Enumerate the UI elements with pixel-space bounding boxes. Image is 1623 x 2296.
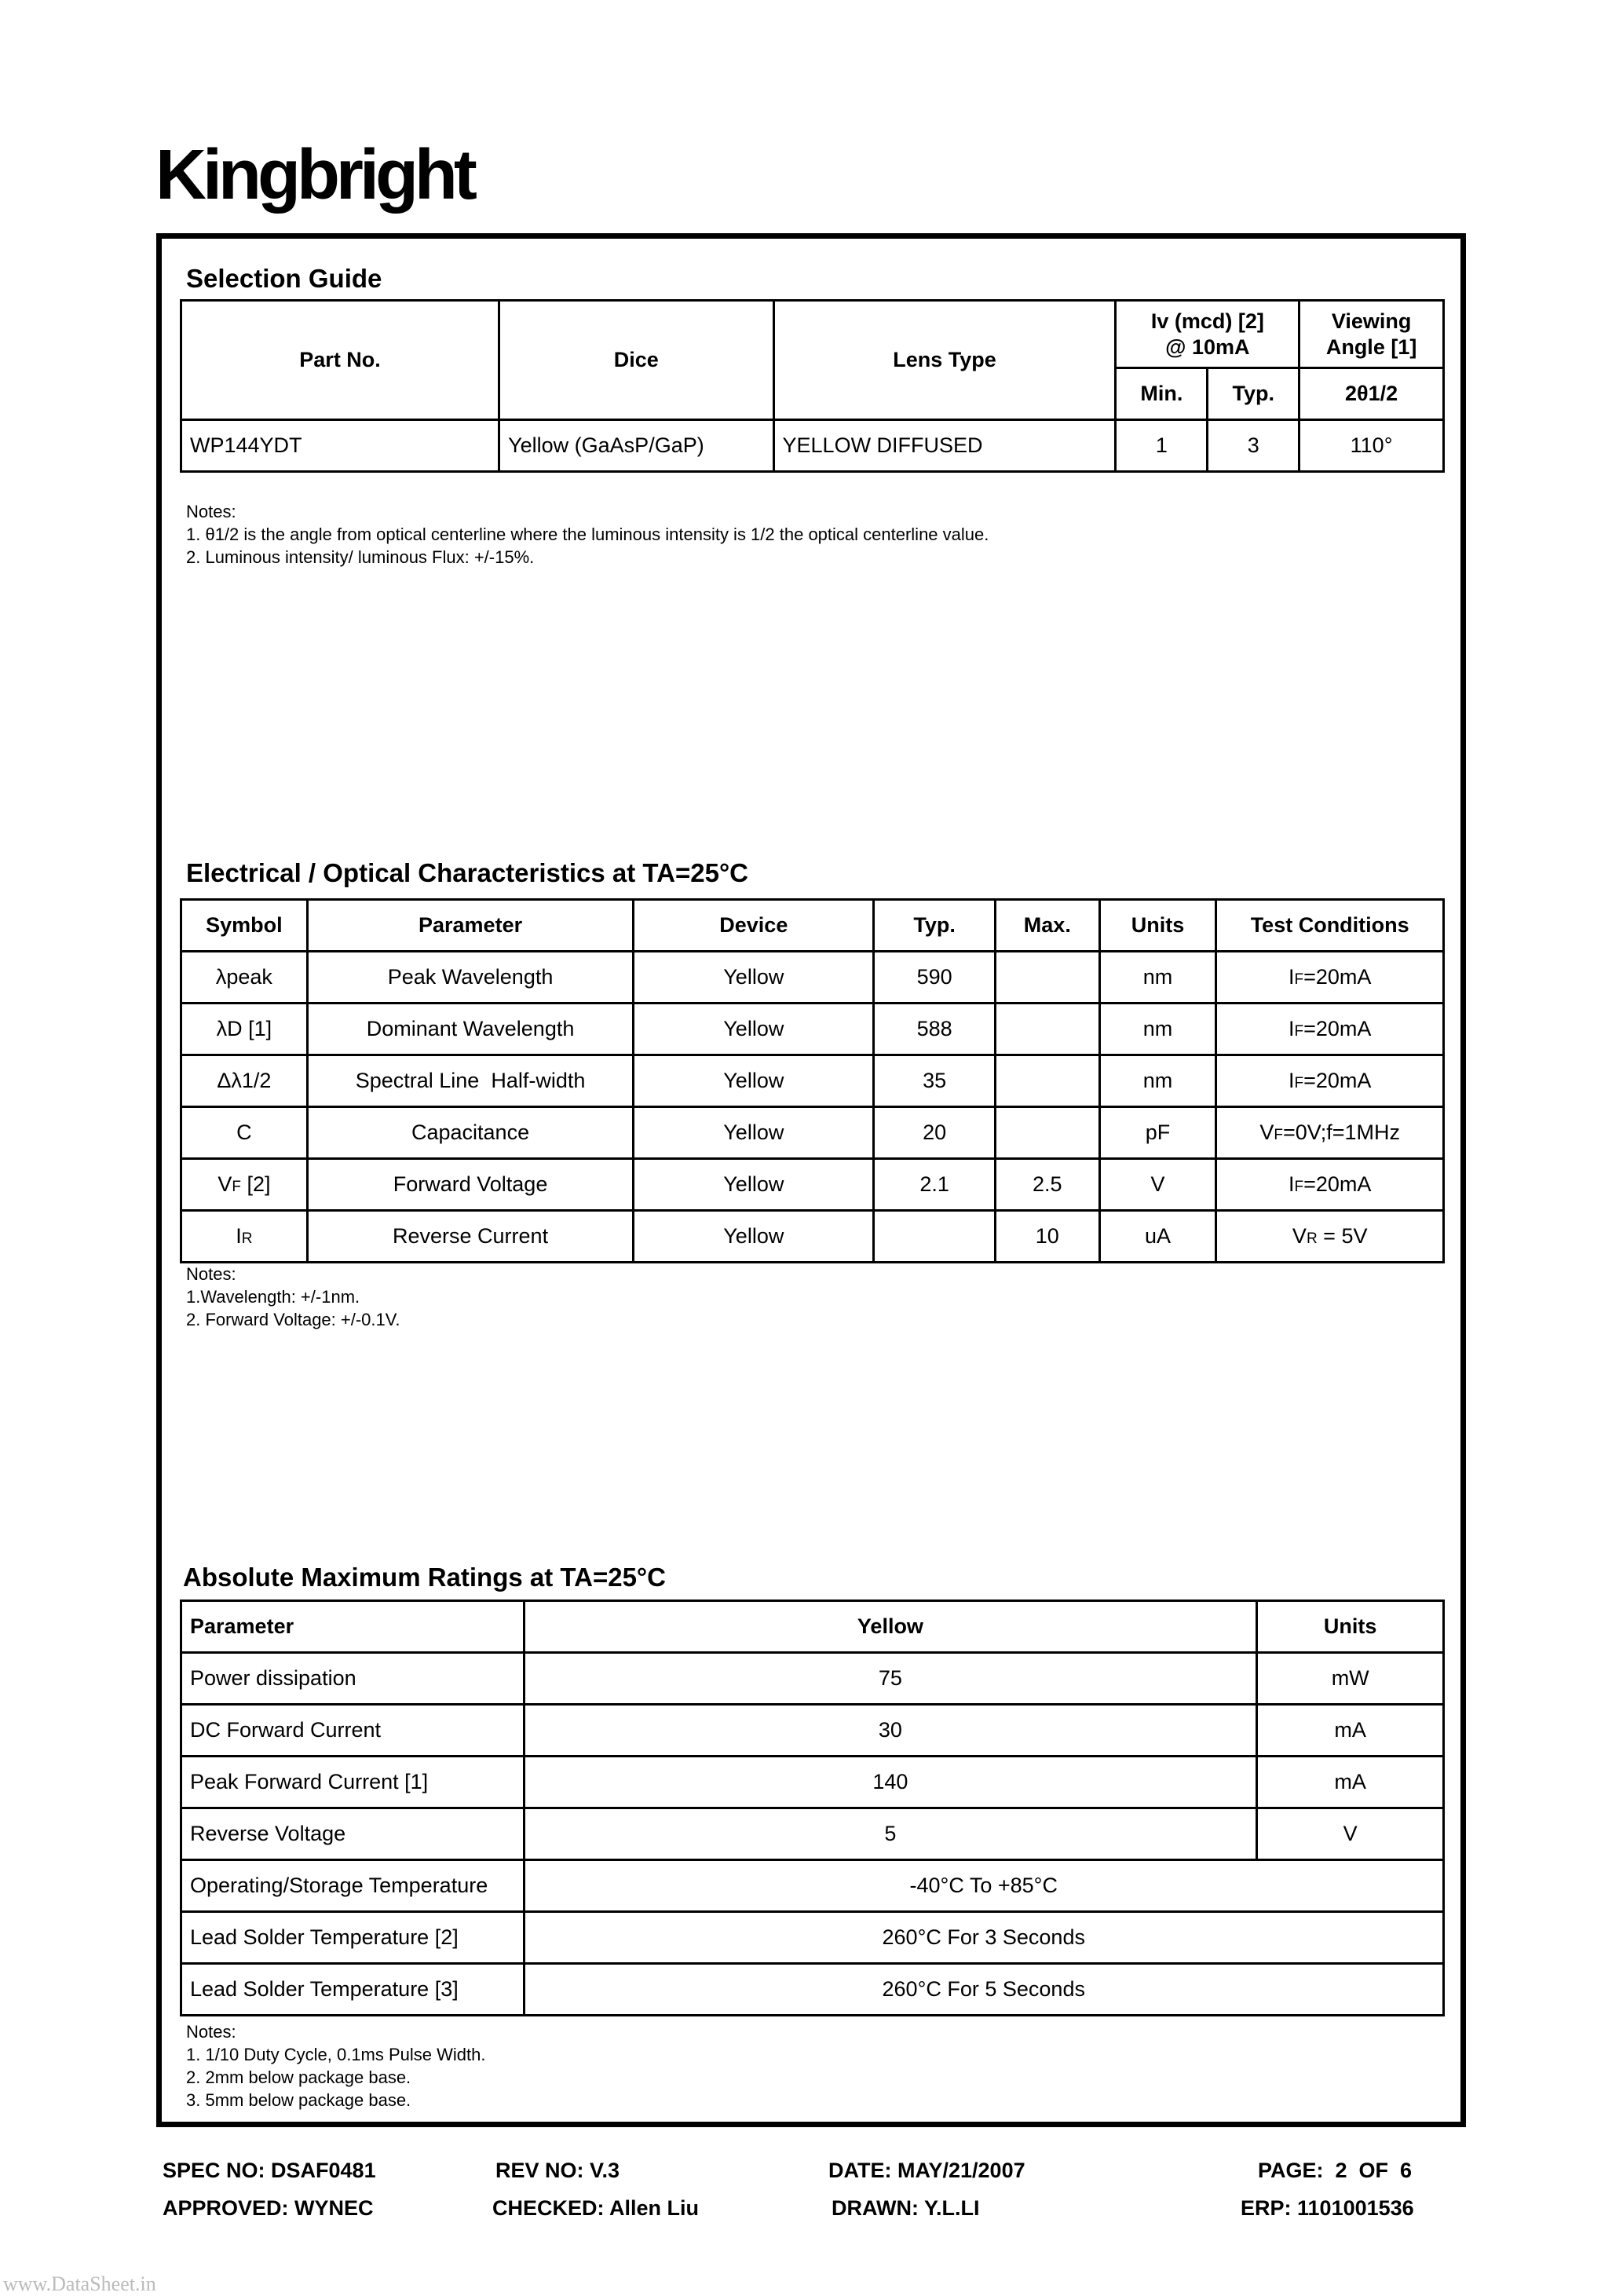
- cell-units: mA: [1257, 1705, 1444, 1757]
- cell-units: mW: [1257, 1653, 1444, 1705]
- cell-typ: 20: [874, 1107, 996, 1159]
- header-typ: Typ.: [874, 900, 996, 952]
- header-parameter: Parameter: [181, 1601, 525, 1653]
- cell-dice: Yellow (GaAsP/GaP): [499, 420, 773, 472]
- footer-page: PAGE: 2 OF 6: [1258, 2159, 1413, 2182]
- table-row: [181, 1055, 1444, 1107]
- cell-test-condition: VR = 5V: [1216, 1211, 1444, 1263]
- cell-value: 75: [524, 1653, 1257, 1705]
- cell-device: Yellow: [634, 1159, 874, 1211]
- cell-value: -40°C To +85°C: [524, 1860, 1444, 1912]
- electrical-table: [180, 898, 1445, 1263]
- selection-notes: [186, 500, 989, 569]
- footer-approved: APPROVED: WYNEC: [163, 2196, 374, 2220]
- cell-device: Yellow: [634, 1004, 874, 1055]
- footer-erp: ERP: 1101001536: [1241, 2196, 1414, 2220]
- cell-max: 2.5: [995, 1159, 1099, 1211]
- cell-min: 1: [1116, 420, 1208, 472]
- header-units: Units: [1257, 1601, 1444, 1653]
- note-line: 2. 2mm below package base.: [186, 2067, 411, 2087]
- electrical-notes: [186, 1263, 400, 1331]
- table-row: [181, 1808, 1444, 1860]
- header-iv-line1: Iv (mcd) [2]: [1150, 309, 1264, 333]
- cell-typ: 35: [874, 1055, 996, 1107]
- cell-test-condition: IF=20mA: [1216, 952, 1444, 1004]
- cell-parameter: Lead Solder Temperature [3]: [181, 1964, 525, 2016]
- header-viewing-angle: [1299, 301, 1444, 368]
- header-device: Device: [634, 900, 874, 952]
- cell-typ: 3: [1208, 420, 1299, 472]
- header-symbol: Symbol: [181, 900, 308, 952]
- cell-max: 10: [995, 1211, 1099, 1263]
- cell-units: pF: [1099, 1107, 1216, 1159]
- note-line: Notes:: [186, 2022, 236, 2042]
- table-row: [181, 1107, 1444, 1159]
- header-units: Units: [1099, 900, 1216, 952]
- table-row: [181, 1653, 1444, 1705]
- cell-parameter: Reverse Voltage: [181, 1808, 525, 1860]
- footer-rev-no: REV NO: V.3: [495, 2159, 620, 2182]
- cell-value: 5: [524, 1808, 1257, 1860]
- absolute-notes: [186, 2020, 486, 2111]
- cell-parameter: Power dissipation: [181, 1653, 525, 1705]
- note-line: 1.Wavelength: +/-1nm.: [186, 1287, 360, 1307]
- footer-checked: CHECKED: Allen Liu: [492, 2196, 699, 2220]
- cell-device: Yellow: [634, 1211, 874, 1263]
- header-dice: Dice: [499, 301, 773, 420]
- cell-test-condition: IF=20mA: [1216, 1159, 1444, 1211]
- cell-value: 260°C For 5 Seconds: [524, 1964, 1444, 2016]
- table-row: [181, 1004, 1444, 1055]
- absolute-ratings-title: Absolute Maximum Ratings at TA=25°C: [183, 1563, 666, 1592]
- cell-value: 30: [524, 1705, 1257, 1757]
- cell-lens-type: YELLOW DIFFUSED: [773, 420, 1116, 472]
- cell-symbol: VF [2]: [181, 1159, 308, 1211]
- cell-typ: [874, 1211, 996, 1263]
- cell-typ: 2.1: [874, 1159, 996, 1211]
- cell-symbol: λD [1]: [181, 1004, 308, 1055]
- cell-max: [995, 1107, 1099, 1159]
- cell-device: Yellow: [634, 952, 874, 1004]
- header-part-no: Part No.: [181, 301, 499, 420]
- table-row: [181, 1912, 1444, 1964]
- header-yellow: Yellow: [524, 1601, 1257, 1653]
- note-line: 1. θ1/2 is the angle from optical centerline where the luminous intensity is 1/2 the optical centerline value.: [186, 525, 989, 544]
- cell-parameter: Peak Wavelength: [307, 952, 634, 1004]
- cell-parameter: Operating/Storage Temperature: [181, 1860, 525, 1912]
- note-line: 2. Forward Voltage: +/-0.1V.: [186, 1310, 400, 1329]
- cell-parameter: DC Forward Current: [181, 1705, 525, 1757]
- note-line: 2. Luminous intensity/ luminous Flux: +/-15%.: [186, 547, 535, 567]
- cell-test-condition: VF=0V;f=1MHz: [1216, 1107, 1444, 1159]
- header-max: Max.: [995, 900, 1099, 952]
- cell-parameter: Forward Voltage: [307, 1159, 634, 1211]
- cell-parameter: Dominant Wavelength: [307, 1004, 634, 1055]
- footer-drawn: DRAWN: Y.L.LI: [832, 2196, 980, 2220]
- cell-symbol: C: [181, 1107, 308, 1159]
- cell-part-no: WP144YDT: [181, 420, 499, 472]
- cell-symbol: Δλ1/2: [181, 1055, 308, 1107]
- table-row: [181, 1211, 1444, 1263]
- header-va-line1: Viewing: [1331, 309, 1412, 333]
- cell-test-condition: IF=20mA: [1216, 1055, 1444, 1107]
- cell-typ: 590: [874, 952, 996, 1004]
- cell-units: nm: [1099, 1004, 1216, 1055]
- cell-units: mA: [1257, 1757, 1444, 1808]
- table-row: [181, 1705, 1444, 1757]
- cell-max: [995, 1004, 1099, 1055]
- cell-value: 140: [524, 1757, 1257, 1808]
- cell-parameter: Reverse Current: [307, 1211, 634, 1263]
- kingbright-logo: Kingbright: [155, 136, 473, 214]
- footer-date: DATE: MAY/21/2007: [828, 2159, 1025, 2182]
- header-theta: 2θ1/2: [1299, 368, 1444, 420]
- cell-angle: 110°: [1299, 420, 1444, 472]
- header-iv-line2: @ 10mA: [1165, 335, 1250, 359]
- cell-units: uA: [1099, 1211, 1216, 1263]
- cell-parameter: Spectral Line Half-width: [307, 1055, 634, 1107]
- header-test-conditions: Test Conditions: [1216, 900, 1444, 952]
- cell-max: [995, 1055, 1099, 1107]
- header-va-line2: Angle [1]: [1325, 335, 1417, 359]
- cell-typ: 588: [874, 1004, 996, 1055]
- selection-guide-table: [180, 299, 1445, 473]
- table-row: [181, 1964, 1444, 2016]
- cell-parameter: Peak Forward Current [1]: [181, 1757, 525, 1808]
- cell-units: nm: [1099, 1055, 1216, 1107]
- electrical-title: Electrical / Optical Characteristics at TA=25°C: [186, 858, 748, 887]
- header-min: Min.: [1116, 368, 1208, 420]
- header-typ: Typ.: [1208, 368, 1299, 420]
- header-parameter: Parameter: [307, 900, 634, 952]
- cell-units: V: [1257, 1808, 1444, 1860]
- cell-parameter: Capacitance: [307, 1107, 634, 1159]
- cell-device: Yellow: [634, 1107, 874, 1159]
- note-line: 3. 5mm below package base.: [186, 2090, 411, 2110]
- table-row: [181, 1159, 1444, 1211]
- cell-symbol: IR: [181, 1211, 308, 1263]
- watermark: www.DataSheet.in: [3, 2272, 156, 2295]
- cell-units: nm: [1099, 952, 1216, 1004]
- cell-value: 260°C For 3 Seconds: [524, 1912, 1444, 1964]
- header-lens-type: Lens Type: [773, 301, 1116, 420]
- table-row: [181, 1757, 1444, 1808]
- cell-device: Yellow: [634, 1055, 874, 1107]
- cell-parameter: Lead Solder Temperature [2]: [181, 1912, 525, 1964]
- footer-spec-no: SPEC NO: DSAF0481: [163, 2159, 376, 2182]
- header-iv: [1116, 301, 1299, 368]
- table-row: [181, 952, 1444, 1004]
- selection-guide-title: Selection Guide: [186, 264, 382, 293]
- cell-units: V: [1099, 1159, 1216, 1211]
- absolute-ratings-table: [180, 1600, 1445, 2016]
- cell-max: [995, 952, 1099, 1004]
- note-line: 1. 1/10 Duty Cycle, 0.1ms Pulse Width.: [186, 2045, 486, 2064]
- cell-test-condition: IF=20mA: [1216, 1004, 1444, 1055]
- note-line: Notes:: [186, 1264, 236, 1284]
- note-line: Notes:: [186, 502, 236, 521]
- table-row: [181, 1860, 1444, 1912]
- cell-symbol: λpeak: [181, 952, 308, 1004]
